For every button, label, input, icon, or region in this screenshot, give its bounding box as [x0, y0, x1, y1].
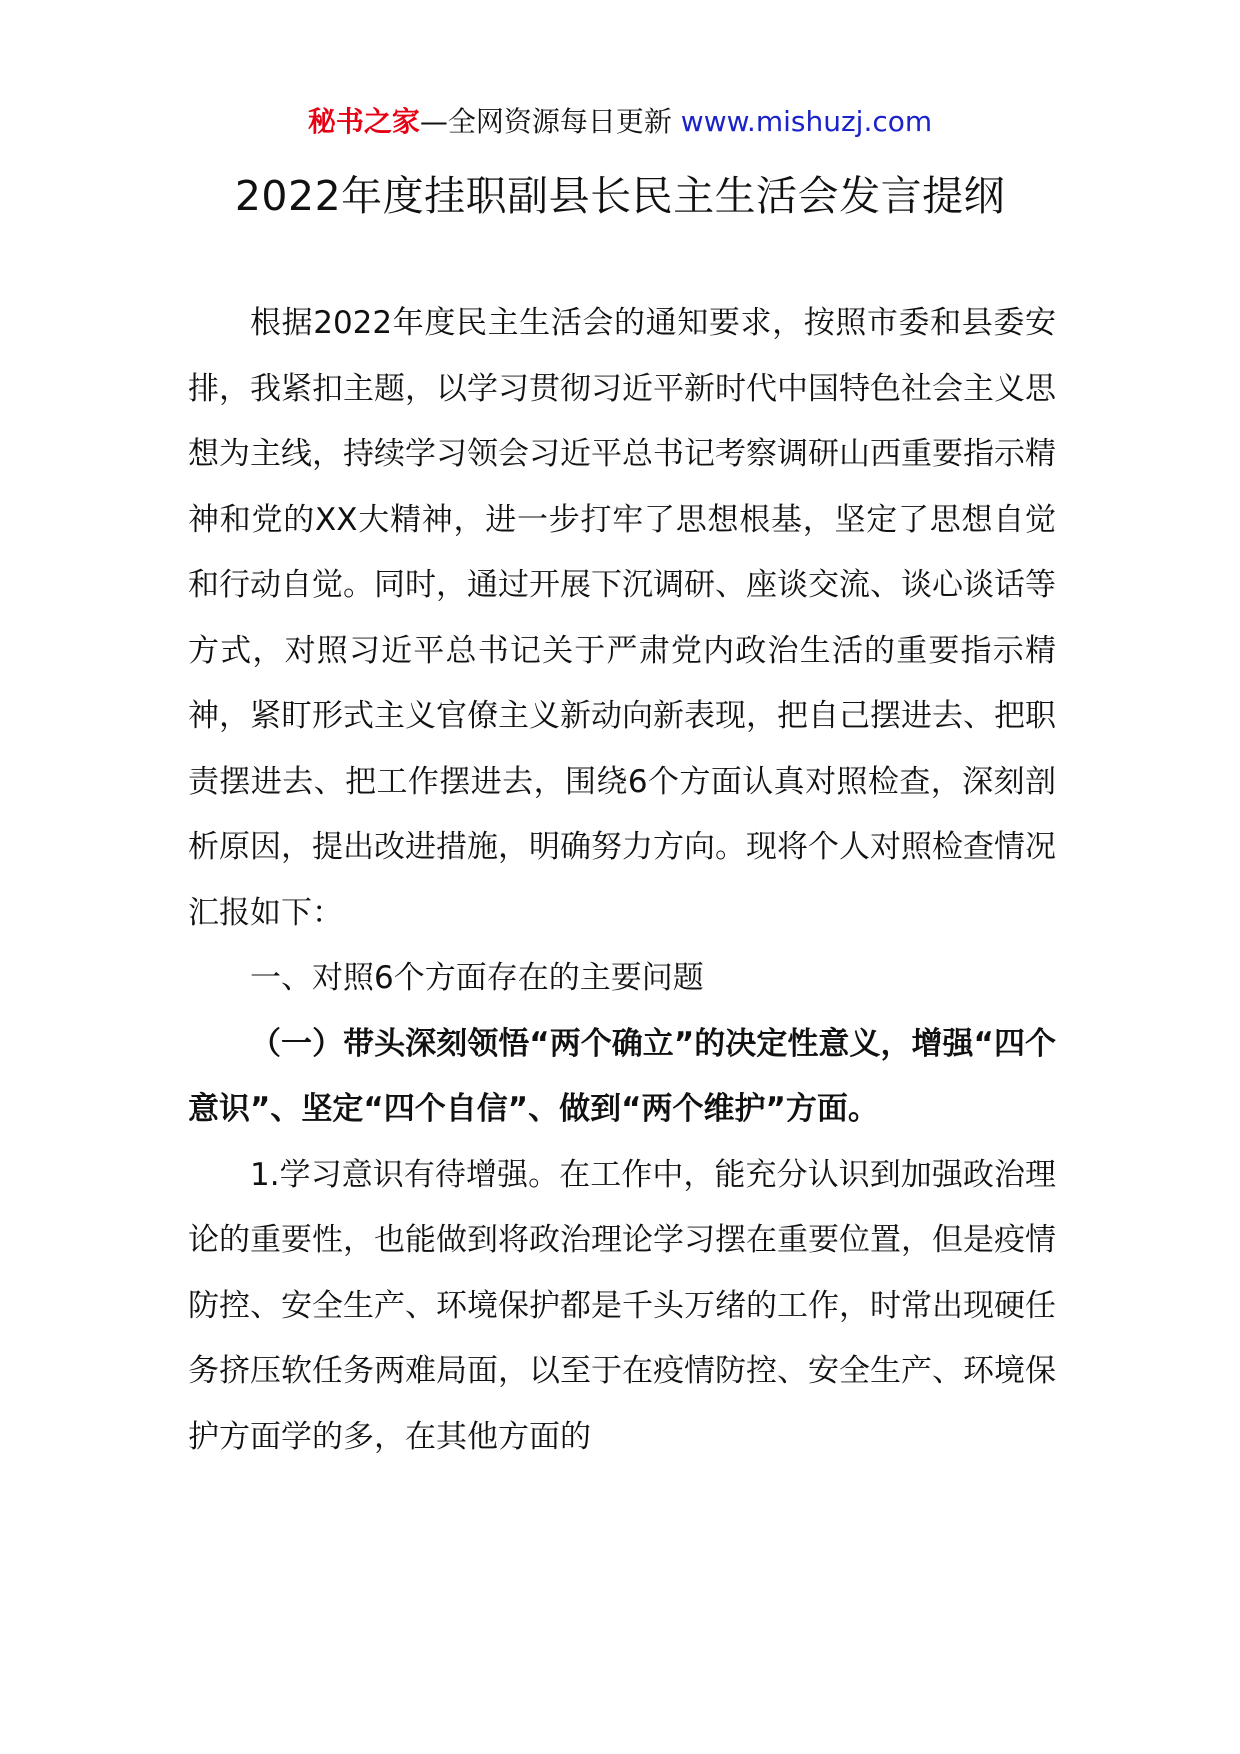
brand-name: 秘书之家	[307, 105, 420, 138]
item-paragraph: 1.学习意识有待增强。在工作中，能充分认识到加强政治理论的重要性，也能做到将政治理论学习摆在重要位置，但是疫情防控、安全生产、环境保护都是千头万绪的工作，时常出现硬任务挤压软任务两难局面，以至于在疫情防控、安全生产、环境保护方面学的多，在其他方面的	[188, 1156, 1056, 1455]
site-url-link[interactable]: www.mishuzj.com	[680, 105, 933, 138]
intro-paragraph: 根据2022年度民主生活会的通知要求，按照市委和县委安排，我紧扣主题，以学习贯彻习近平新时代中国特色社会主义思想为主线，持续学习领会习近平总书记考察调研山西重要指示精神和党的XX大精神，进一步打牢了思想根基，坚定了思想自觉和行动自觉。同时，通过开展下沉调研、座谈交流、谈心谈话等方式，对照习近平总书记关于严肃党内政治生活的重要指示精神，紧盯形式主义官僚主义新动向新表现，把自己摆进去、把职责摆进去、把工作摆进去，围绕6个方面认真对照检查，深刻剖析原因，提出改进措施，明确努力方向。现将个人对照检查情况汇报如下：	[188, 305, 1056, 931]
subsection-heading: （一）带头深刻领悟“两个确立”的决定性意义，增强“四个意识”、坚定“四个自信”、做到“两个维护”方面。	[188, 1025, 1056, 1127]
document-body	[188, 291, 1056, 1470]
section-heading: 一、对照6个方面存在的主要问题	[250, 960, 704, 996]
header-tagline: —全网资源每日更新	[419, 105, 672, 138]
document-title: 2022年度挂职副县长民主生活会发言提纲	[234, 172, 1006, 220]
site-header	[0, 100, 1240, 144]
